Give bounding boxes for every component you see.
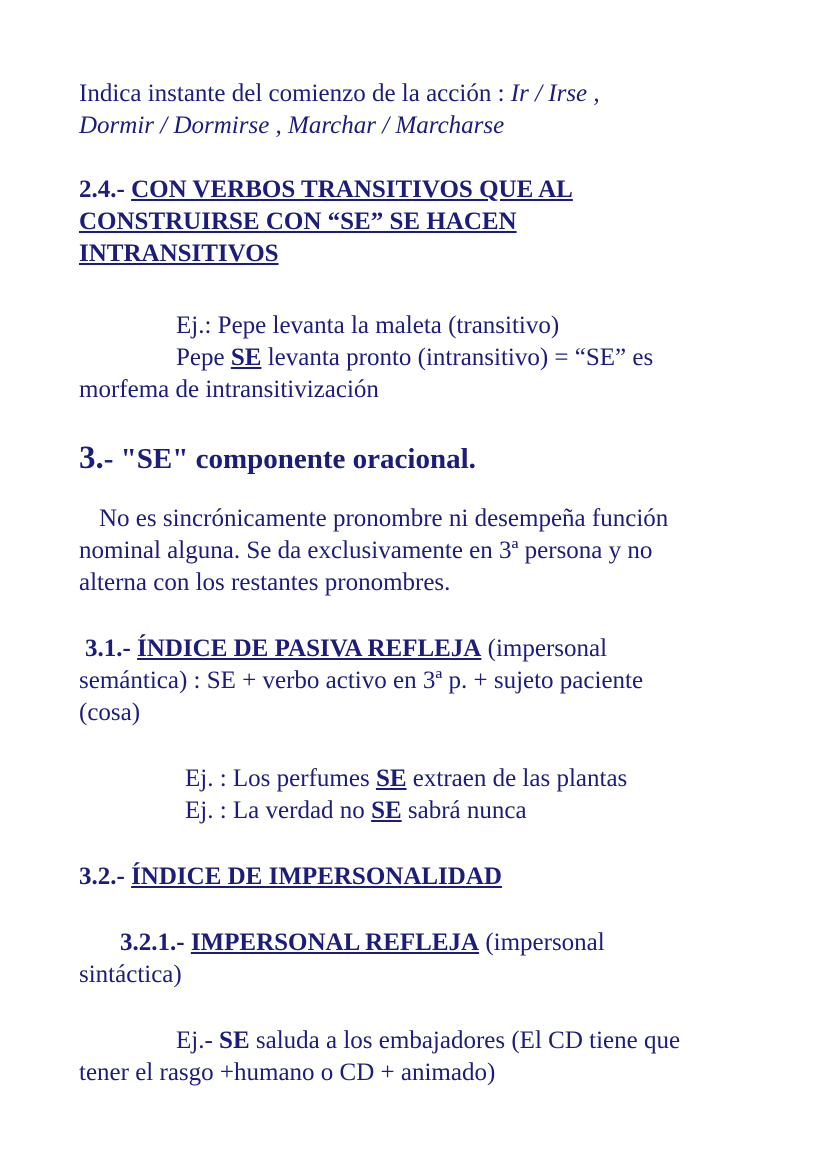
intro-text: Indica instante del comienzo de la acción : (79, 80, 511, 107)
example-line (79, 795, 768, 827)
example-text: saluda a los embajadores (El CD tiene que (249, 1027, 681, 1054)
paragraph-line: alterna con los restantes pronombres. (79, 569, 451, 596)
section-title: CON VERBOS TRANSITIVOS QUE AL (131, 176, 573, 203)
section-3-2-1-heading (79, 927, 768, 959)
intro-line-1 (79, 78, 768, 110)
example-text: extraen de las plantas (406, 765, 628, 792)
section-number: 3.1.- (85, 635, 131, 662)
example-continuation: tener el rasgo +humano o CD + animado) (79, 1059, 496, 1086)
paragraph-line: No es sincrónicamente pronombre ni desempeña función (99, 505, 669, 532)
paragraph-line: nominal alguna. Se da exclusivamente en 3ª persona y no (79, 537, 653, 564)
section-title-line-3: INTRANSITIVOS (79, 240, 279, 267)
example-text: Ej.- (176, 1027, 220, 1054)
se-marker: SE (375, 765, 407, 792)
section-title-line-3-wrap (79, 238, 768, 270)
section-desc-line: (cosa) (79, 699, 141, 726)
example-line (79, 1025, 768, 1057)
section-number: 3. (79, 440, 104, 476)
example-continuation: morfema de intransitivización (79, 376, 379, 403)
example-text: Ej. : Los perfumes (185, 765, 376, 792)
section-desc: (impersonal (481, 635, 608, 662)
section-title: ÍNDICE DE PASIVA REFLEJA (137, 635, 482, 662)
se-marker: SE (219, 1027, 250, 1054)
intro-examples-2: Dormir / Dormirse , Marchar / Marcharse (79, 112, 505, 139)
section-desc-line: semántica) : SE + verbo activo en 3ª p. + sujeto paciente (79, 667, 644, 694)
se-marker: SE (371, 797, 402, 824)
section-number: 3.2.- (79, 863, 125, 890)
example-text: Pepe (176, 344, 231, 371)
section-number: 2.4.- (79, 176, 125, 203)
example-line: Ej.: Pepe levanta la maleta (transitivo) (176, 312, 560, 339)
section-3-heading (79, 440, 768, 477)
example-line (79, 763, 768, 795)
section-desc: (impersonal (479, 929, 605, 956)
section-title: ÍNDICE DE IMPERSONALIDAD (131, 863, 502, 890)
section-2-4-heading (79, 174, 768, 206)
section-3-2-heading (79, 861, 768, 893)
example-text: sabrá nunca (401, 797, 527, 824)
section-title: - "SE" componente oracional. (103, 443, 476, 475)
section-title: IMPERSONAL REFLEJA (190, 929, 480, 956)
intro-examples-1: Ir / Irse , (510, 80, 600, 107)
section-number: 3.2.1.- (120, 929, 185, 956)
section-title-line-2: CONSTRUIRSE CON “SE” SE HACEN (79, 208, 517, 235)
example-line (79, 342, 768, 374)
example-text: levanta pronto (intransitivo) = “SE” es (261, 344, 654, 371)
section-desc-line: sintáctica) (79, 961, 182, 988)
section-3-1-heading (79, 633, 768, 665)
example-text: Ej. : La verdad no (185, 797, 372, 824)
se-marker: SE (230, 344, 262, 371)
